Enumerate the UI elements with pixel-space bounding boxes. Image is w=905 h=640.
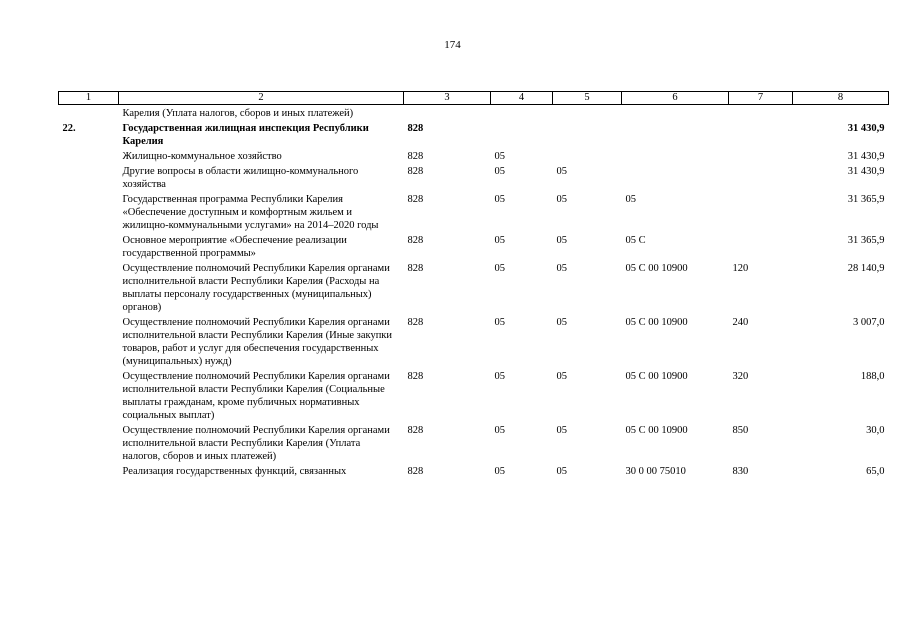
table-body — [59, 105, 889, 480]
row-index — [59, 261, 119, 315]
row-subsection-code: 05 — [556, 371, 567, 382]
row-index — [59, 192, 119, 233]
row-expense-type: 120 — [732, 263, 749, 274]
row-section-code: 05 — [494, 151, 505, 162]
row-ministry-code: 828 — [407, 166, 424, 177]
row-section-code: 05 — [494, 425, 505, 436]
column-header: 1 — [59, 92, 119, 105]
row-target-article: 05 С 00 10900 — [625, 371, 688, 382]
row-section-code: 05 — [494, 166, 505, 177]
row-description: Реализация государственных функций, связанных — [122, 466, 347, 477]
row-expense-type: 850 — [732, 425, 749, 436]
table-row — [59, 149, 889, 164]
row-expense-type: 830 — [732, 466, 749, 477]
row-target-article — [622, 149, 729, 164]
table-row — [59, 192, 889, 233]
row-amount — [793, 105, 889, 122]
row-index — [59, 369, 119, 423]
row-description: Осуществление полномочий Республики Карелия органами исполнительной власти Республики Карелия (Расходы на выплаты персоналу государственных (муниципальных) органов) — [122, 263, 390, 313]
row-section-code — [491, 105, 553, 122]
row-target-article: 30 0 00 75010 — [625, 466, 686, 477]
row-description: Жилищно-коммунальное хозяйство — [122, 151, 282, 162]
row-index — [59, 164, 119, 192]
row-target-article — [622, 121, 729, 149]
row-target-article: 05 — [625, 194, 636, 205]
row-target-article — [622, 164, 729, 192]
row-section-code: 05 — [494, 194, 505, 205]
column-header: 3 — [404, 92, 491, 105]
table-row — [59, 233, 889, 261]
row-expense-type: 240 — [732, 317, 749, 328]
row-subsection-code: 05 — [556, 317, 567, 328]
row-amount: 30,0 — [866, 425, 885, 436]
row-section-code: 05 — [494, 317, 505, 328]
column-header: 2 — [119, 92, 404, 105]
table-row — [59, 464, 889, 479]
page-number: 174 — [444, 39, 461, 51]
row-amount: 31 430,9 — [847, 151, 885, 162]
row-amount: 3 007,0 — [853, 317, 885, 328]
row-index — [59, 233, 119, 261]
row-expense-type — [729, 105, 793, 122]
row-ministry-code: 828 — [407, 466, 424, 477]
row-description: Государственная жилищная инспекция Республики Карелия — [122, 123, 369, 147]
row-description: Основное мероприятие «Обеспечение реализации государственной программы» — [122, 235, 347, 259]
row-description: Другие вопросы в области жилищно-коммунального хозяйства — [122, 166, 359, 190]
row-index — [59, 423, 119, 464]
row-subsection-code: 05 — [556, 194, 567, 205]
row-section-code: 05 — [494, 371, 505, 382]
row-description: Осуществление полномочий Республики Карелия органами исполнительной власти Республики Карелия (Уплата налогов, сборов и иных платежей) — [122, 425, 390, 462]
row-index — [59, 105, 119, 122]
row-ministry-code — [404, 105, 491, 122]
row-ministry-code: 828 — [407, 123, 424, 134]
row-expense-type — [729, 164, 793, 192]
table-row — [59, 121, 889, 149]
row-expense-type — [729, 192, 793, 233]
row-ministry-code: 828 — [407, 425, 424, 436]
table-row — [59, 423, 889, 464]
row-subsection-code: 05 — [556, 425, 567, 436]
row-ministry-code: 828 — [407, 151, 424, 162]
table-row — [59, 369, 889, 423]
row-expense-type — [729, 149, 793, 164]
row-expense-type — [729, 121, 793, 149]
row-section-code: 05 — [494, 466, 505, 477]
row-amount: 31 430,9 — [847, 123, 885, 134]
row-section-code: 05 — [494, 235, 505, 246]
row-description: Карелия (Уплата налогов, сборов и иных платежей) — [122, 108, 354, 119]
row-amount: 31 430,9 — [847, 166, 885, 177]
row-amount: 31 365,9 — [847, 194, 885, 205]
column-header: 5 — [553, 92, 622, 105]
column-header: 6 — [622, 92, 729, 105]
row-subsection-code — [553, 149, 622, 164]
row-amount: 28 140,9 — [847, 263, 885, 274]
row-expense-type: 320 — [732, 371, 749, 382]
table-row — [59, 261, 889, 315]
row-target-article — [622, 105, 729, 122]
row-index — [59, 464, 119, 479]
row-amount: 65,0 — [866, 466, 885, 477]
row-amount: 188,0 — [860, 371, 885, 382]
row-index — [59, 149, 119, 164]
row-index: 22. — [62, 123, 76, 134]
row-target-article: 05 С 00 10900 — [625, 317, 688, 328]
table-row — [59, 105, 889, 122]
row-target-article: 05 С 00 10900 — [625, 263, 688, 274]
row-ministry-code: 828 — [407, 371, 424, 382]
row-expense-type — [729, 233, 793, 261]
row-ministry-code: 828 — [407, 263, 424, 274]
row-description: Осуществление полномочий Республики Карелия органами исполнительной власти Республики Карелия (Социальные выплаты гражданам, кроме публичных нормативных социальных выплат) — [122, 371, 390, 421]
row-ministry-code: 828 — [407, 235, 424, 246]
row-ministry-code: 828 — [407, 317, 424, 328]
row-subsection-code: 05 — [556, 235, 567, 246]
column-header: 7 — [729, 92, 793, 105]
table-row — [59, 315, 889, 369]
column-header: 4 — [491, 92, 553, 105]
row-amount: 31 365,9 — [847, 235, 885, 246]
budget-table — [58, 91, 889, 479]
row-section-code — [491, 121, 553, 149]
table-header-row — [59, 92, 889, 105]
row-subsection-code: 05 — [556, 263, 567, 274]
row-subsection-code: 05 — [556, 166, 567, 177]
row-section-code: 05 — [494, 263, 505, 274]
row-ministry-code: 828 — [407, 194, 424, 205]
row-target-article: 05 С — [625, 235, 646, 246]
table-row — [59, 164, 889, 192]
column-header: 8 — [793, 92, 889, 105]
row-subsection-code — [553, 121, 622, 149]
row-description: Осуществление полномочий Республики Карелия органами исполнительной власти Республики Карелия (Иные закупки товаров, работ и услуг для обеспечения государственных (муниципальных) нужд) — [122, 317, 393, 367]
row-description: Государственная программа Республики Карелия «Обеспечение доступным и комфортным жильем и жилищно-коммунальными услугами» на 2014–2020 годы — [122, 194, 379, 231]
row-subsection-code: 05 — [556, 466, 567, 477]
row-subsection-code — [553, 105, 622, 122]
row-index — [59, 315, 119, 369]
row-target-article: 05 С 00 10900 — [625, 425, 688, 436]
